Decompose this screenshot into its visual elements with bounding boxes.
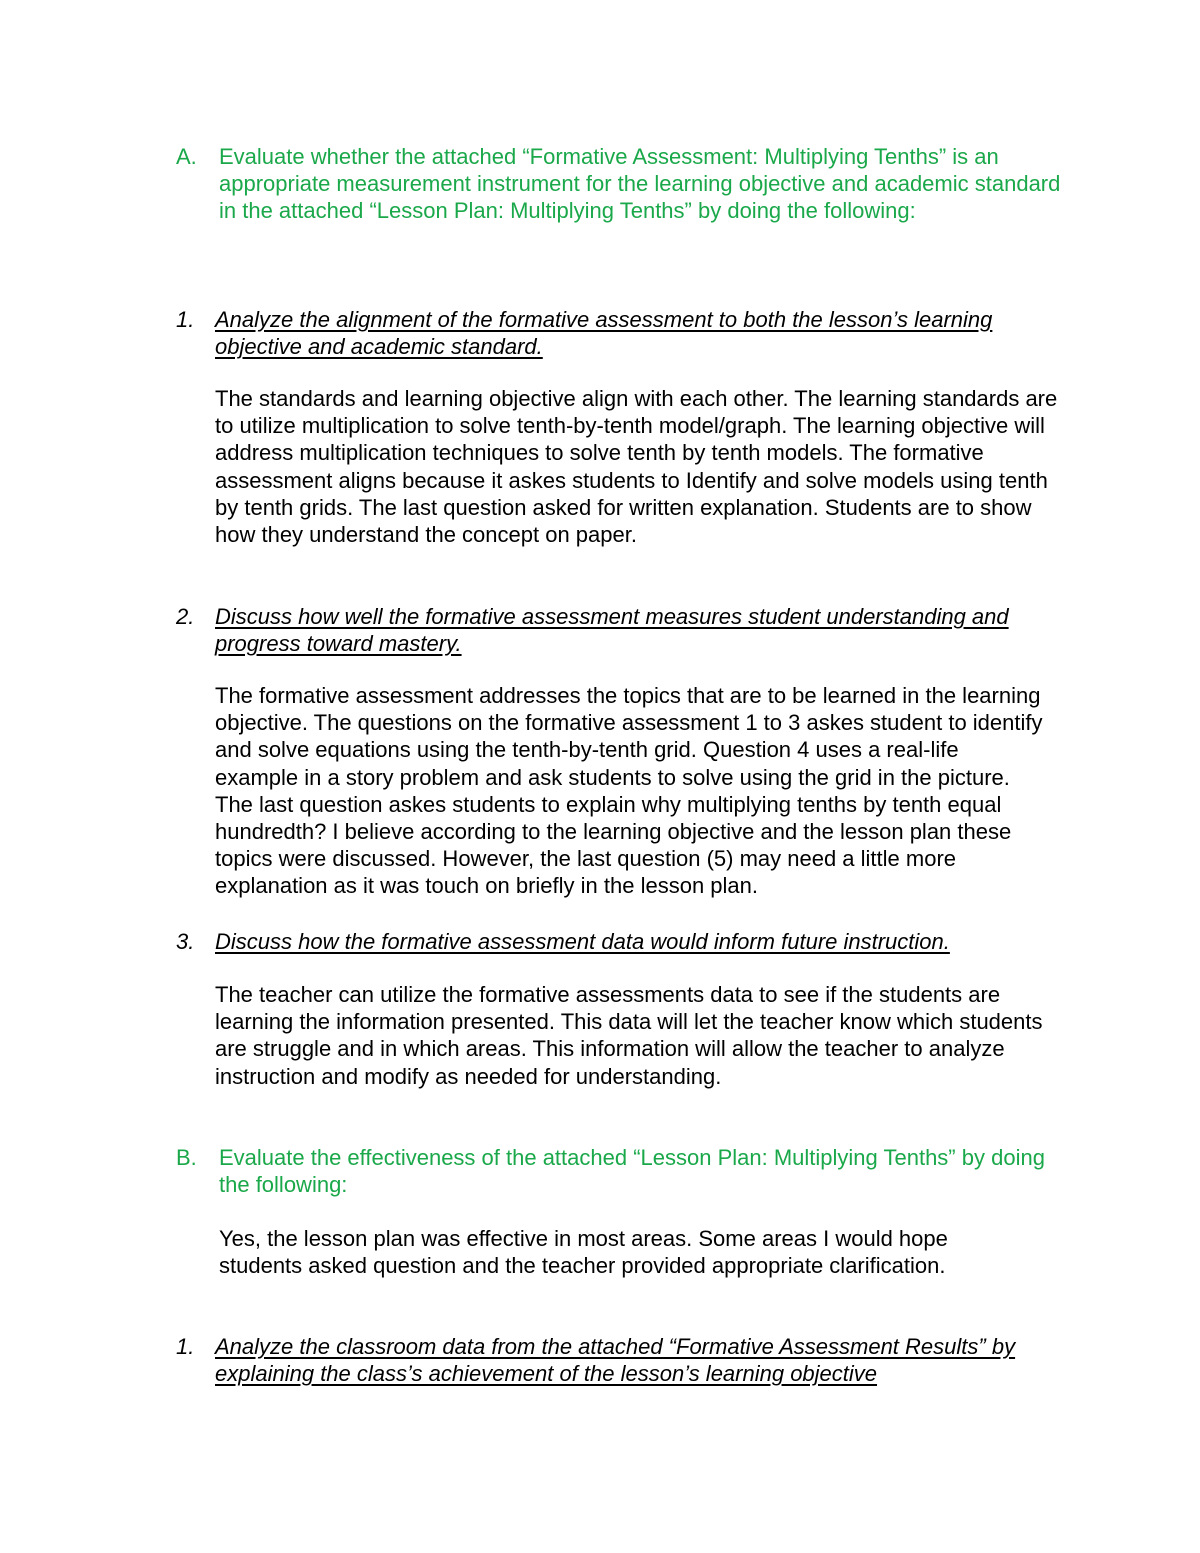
item-b1-number: 1. [176,1334,195,1359]
item-a2-number: 2. [176,604,195,629]
item-a1-prompt: Analyze the alignment of the formative assessment to both the lesson’s learning objective and academic standard. [215,307,993,360]
item-a2-answer: The formative assessment addresses the topics that are to be learned in the learning objective. The questions on the formative assessment 1 to 3 askes student to identify and solve equations using the tenth-by-tenth grid. Question 4 uses a real-life example in a story problem and ask students to solve using the grid in the picture. The last question askes students to explain why multiplying tenths by tenth equal hundredth? I believe according to the learning objective and the lesson plan these topics were discussed. However, the last question (5) may need a little more explanation as it was touch on briefly in the lesson plan. [215,683,1043,899]
item-a3-number: 3. [176,929,195,954]
item-a2-prompt: Discuss how well the formative assessment measures student understanding and progress toward mastery. [215,604,1009,657]
item-a1-answer: The standards and learning objective align with each other. The learning standards are to utilize multiplication to solve tenth-by-tenth model/graph. The learning objective will address multiplication techniques to solve tenth by tenth models. The formative assessment aligns because it askes students to Identify and solve models using tenth by tenth grids. The last question asked for written explanation. Students are to show how they understand the concept on paper. [215,386,1058,548]
item-a3-prompt: Discuss how the formative assessment data would inform future instruction. [215,929,950,954]
section-b-marker: B. [176,1145,197,1170]
section-b-heading: Evaluate the effectiveness of the attached “Lesson Plan: Multiplying Tenths” by doing the following: [219,1145,1045,1198]
item-a1-number: 1. [176,307,195,332]
item-a3-answer: The teacher can utilize the formative assessments data to see if the students are learning the information presented. This data will let the teacher know which students are struggle and in which areas. This information will allow the teacher to analyze instruction and modify as needed for understanding. [215,982,1043,1089]
section-a-heading: Evaluate whether the attached “Formative Assessment: Multiplying Tenths” is an appropriate measurement instrument for the learning objective and academic standard in the attached “Lesson Plan: Multiplying Tenths” by doing the following: [219,144,1061,224]
section-b-answer: Yes, the lesson plan was effective in most areas. Some areas I would hope students asked question and the teacher provided appropriate clarification. [219,1226,948,1279]
item-b1-prompt: Analyze the classroom data from the attached “Formative Assessment Results” by explaining the class’s achievement of the lesson’s learning objective [215,1334,1016,1387]
section-a-marker: A. [176,144,197,169]
